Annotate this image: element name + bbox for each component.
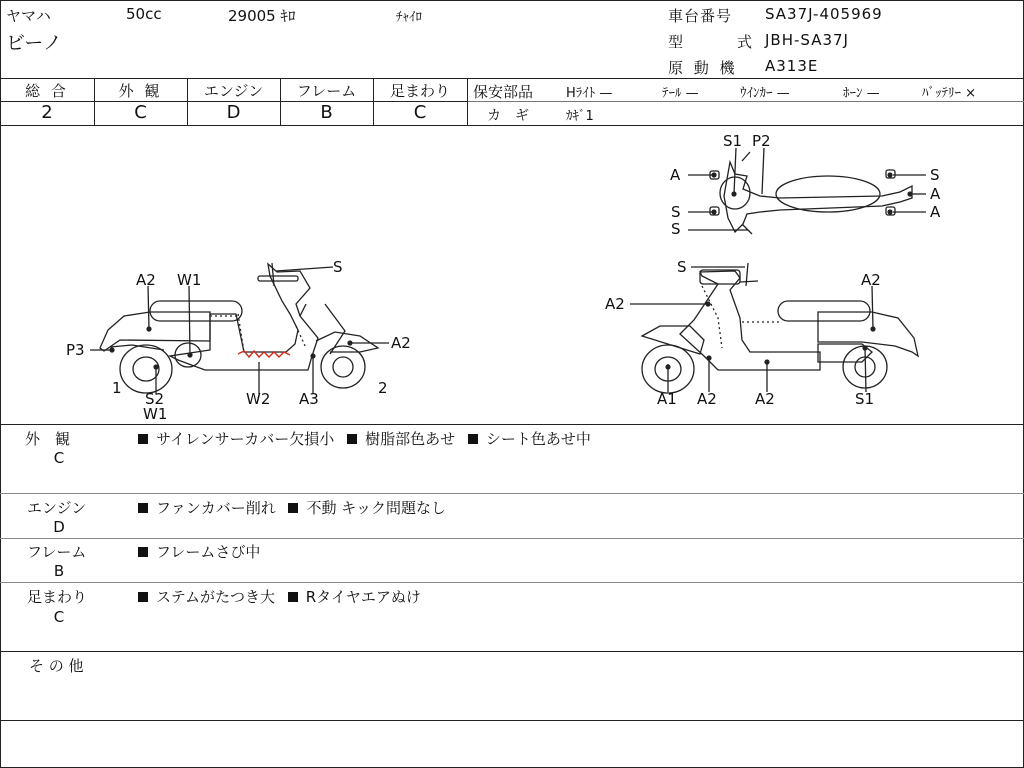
remark-suspension-category: 足まわり (27, 588, 88, 606)
label-a3: A3 (299, 390, 319, 408)
label-a2-right-left: A2 (605, 295, 625, 313)
remark-item: 不動 キック問題なし (306, 499, 446, 517)
type-label-b: 式 (737, 33, 753, 51)
other-label: そ の 他 (29, 657, 84, 675)
marker-dot (887, 172, 892, 177)
frame-no-label: 車台番号 (668, 7, 733, 25)
label-s-top-left: S (671, 203, 681, 221)
remark-item: Rタイヤエアぬけ (305, 588, 421, 606)
suspension-grade: C (413, 102, 427, 123)
label-s-top-bottom: S (671, 220, 681, 238)
frame-grade-label: フレーム (296, 82, 357, 100)
marker-dot (764, 359, 769, 364)
label-s-right-top: S (677, 258, 687, 276)
label-2: 2 (378, 379, 388, 397)
label-a2-right-b1: A2 (697, 390, 717, 408)
remark-item: シート色あせ中 (485, 430, 591, 448)
remark-engine-category: エンジン (27, 499, 87, 517)
divider (0, 720, 1024, 721)
safety-horn: ﾎｰﾝ — (843, 86, 880, 101)
key-label: カ ギ (487, 108, 529, 124)
remark-engine-grade: D (53, 518, 65, 536)
label-s1-top: S1 (723, 132, 743, 150)
marker-dot (706, 355, 711, 360)
remark-exterior-category: 外 観 (25, 430, 71, 448)
remark-suspension-grade: C (53, 608, 65, 626)
bullet-square (138, 503, 148, 513)
remark-suspension-text (138, 586, 421, 607)
safety-battery: ﾊﾞｯﾃﾘｰ × (922, 86, 977, 101)
divider (0, 651, 1024, 652)
type-label-a: 型 (668, 33, 684, 51)
marker-dot (109, 347, 114, 352)
top-view-scooter (688, 148, 926, 234)
label-a-top-right2: A (930, 203, 941, 221)
label-1: 1 (112, 379, 122, 397)
divider (0, 538, 1024, 539)
divider (467, 101, 1024, 102)
damage-diagram (0, 126, 1024, 426)
key-value: ｶｷﾞ1 (566, 109, 594, 124)
remark-exterior-text (138, 428, 591, 449)
bullet-square (138, 434, 148, 444)
remark-item: ファンカバー削れ (156, 499, 276, 517)
divider (0, 493, 1024, 494)
marker-dot (711, 172, 716, 177)
remark-engine-text (138, 497, 446, 518)
marker-dot (870, 326, 875, 331)
label-a2-right-rear: A2 (861, 271, 881, 289)
label-w2: W2 (246, 390, 271, 408)
remark-exterior-grade: C (53, 449, 65, 467)
engine-grade-label: エンジン (203, 82, 264, 100)
mileage: 29005 ｷﾛ (228, 7, 296, 25)
label-a2-right-b2: A2 (755, 390, 775, 408)
label-a2-left-right: A2 (391, 334, 411, 352)
exterior-grade: C (134, 102, 147, 123)
label-s-top-right: S (930, 166, 940, 184)
label-a1: A1 (657, 390, 677, 408)
remark-frame-grade: B (53, 562, 65, 580)
engine-label: 原 動 機 (668, 59, 738, 77)
label-a-top-left: A (670, 166, 681, 184)
frame-no: SA37J-405969 (765, 5, 883, 23)
remark-item: サイレンサーカバー欠損小 (156, 430, 335, 448)
overall-label: 総 合 (25, 82, 69, 100)
label-p2-top: P2 (752, 132, 771, 150)
marker-dot (705, 301, 710, 306)
divider (0, 78, 1024, 79)
divider (0, 424, 1024, 425)
remark-frame-text (138, 541, 260, 562)
model-name: ビーノ (6, 32, 62, 54)
label-a-top-right1: A (930, 185, 941, 203)
type-value: JBH-SA37J (765, 31, 849, 49)
left-view-scooter (90, 263, 389, 394)
bullet-square (288, 503, 298, 513)
marker-dot (347, 340, 352, 345)
marker-dot (146, 326, 151, 331)
bullet-square (138, 547, 148, 557)
displacement: 50cc (126, 5, 162, 23)
suspension-grade-label: 足まわり (389, 82, 450, 100)
marker-dot (711, 209, 716, 214)
color: ﾁｬｲﾛ (396, 10, 422, 25)
marker-dot (731, 191, 736, 196)
bullet-square (138, 592, 148, 602)
label-s-left-top: S (333, 258, 343, 276)
remark-item: ステムがたつき大 (156, 588, 275, 606)
frame-grade: B (320, 102, 333, 123)
remark-item: フレームさび中 (156, 543, 261, 561)
marker-dot (310, 353, 315, 358)
marker-dot (887, 209, 892, 214)
safety-title: 保安部品 (473, 83, 534, 101)
bullet-square (468, 434, 478, 444)
marker-dot (907, 191, 912, 196)
label-s2: S2 (145, 390, 165, 408)
maker: ヤマハ (6, 7, 51, 25)
label-w1-left-top: W1 (177, 271, 202, 289)
bullet-square (288, 592, 298, 602)
safety-headlight: Hﾗｲﾄ — (566, 86, 613, 101)
label-s1-right: S1 (855, 390, 875, 408)
marker-dot (862, 345, 867, 350)
overall-grade: 2 (41, 102, 53, 123)
safety-winker: ｳｲﾝｶｰ — (740, 86, 790, 101)
marker-dot (665, 364, 670, 369)
safety-tail: ﾃｰﾙ — (662, 86, 699, 101)
marker-dot (187, 352, 192, 357)
exterior-label: 外 観 (118, 82, 163, 100)
divider (0, 582, 1024, 583)
remark-item: 樹脂部色あせ (365, 430, 456, 448)
bullet-square (347, 434, 357, 444)
label-a2-left-top: A2 (136, 271, 156, 289)
engine-grade: D (226, 102, 241, 123)
remark-frame-category: フレーム (27, 543, 87, 561)
divider (467, 78, 468, 125)
marker-dot (153, 364, 158, 369)
label-p3: P3 (66, 341, 85, 359)
engine-value: A313E (765, 57, 819, 75)
label-w1-left-bottom: W1 (143, 405, 168, 423)
